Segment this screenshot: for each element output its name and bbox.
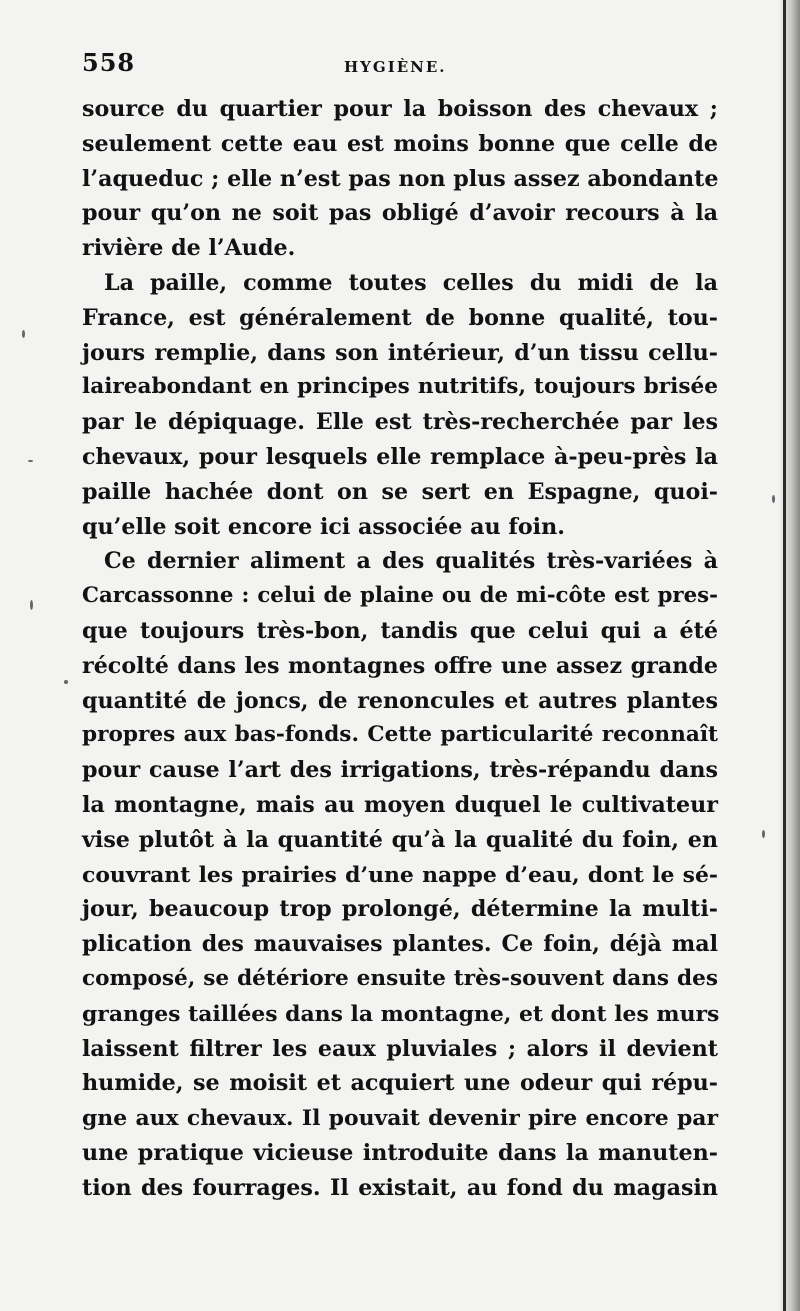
text-line: humide, se moisit et acquiert une odeur qui répu- [82, 1070, 718, 1097]
text-line: seulement cette eau est moins bonne que celle de [82, 130, 718, 157]
text-line: La paille, comme toutes celles du midi de la [104, 269, 718, 296]
paragraph [82, 544, 718, 1205]
scan-speck [30, 600, 33, 610]
text-line: couvrant les prairies d’une nappe d’eau, dont le sé- [82, 861, 718, 888]
scan-speck [64, 680, 68, 684]
text-line: pour qu’on ne soit pas obligé d’avoir recours à la [82, 200, 718, 227]
text-line: vise plutôt à la quantité qu’à la qualité du foin, en [82, 826, 718, 853]
text-line: source du quartier pour la boisson des chevaux ; [82, 96, 718, 122]
text-line: qu’elle soit encore ici associée au foin. [82, 513, 565, 540]
scan-speck [762, 830, 765, 838]
scan-speck [772, 495, 775, 503]
text-line: France, est généralement de bonne qualité, tou- [82, 304, 718, 331]
text-line: quantité de joncs, de renoncules et autres plantes [82, 687, 718, 714]
text-line: tion des fourrages. Il existait, au fond du magasin [82, 1174, 718, 1201]
text-line: granges taillées dans la montagne, et dont les murs [82, 1000, 720, 1027]
paragraph [82, 92, 718, 266]
binding-edge-line [783, 0, 786, 1311]
page-number: 558 [82, 48, 136, 77]
scan-speck [22, 330, 25, 338]
text-line: jour, beaucoup trop prolongé, détermine la multi- [82, 896, 718, 923]
text-line: la montagne, mais au moyen duquel le cultivateur [82, 791, 718, 818]
scan-speck [28, 460, 33, 462]
running-head: HYGIÈNE. [344, 58, 447, 76]
text-line: jours remplie, dans son intérieur, d’un tissu cellu- [82, 339, 718, 366]
text-line: propres aux bas-fonds. Cette particularité reconnaît [82, 722, 718, 748]
text-line: paille hachée dont on se sert en Espagne, quoi- [82, 478, 718, 505]
text-line: chevaux, pour lesquels elle remplace à-peu-près la [82, 443, 718, 470]
text-line: rivière de l’Aude. [82, 235, 296, 262]
binding-shadow [778, 0, 800, 1311]
text-line: composé, se détériore ensuite très-souvent dans des [82, 965, 718, 991]
text-line: une pratique vicieuse introduite dans la manuten- [82, 1139, 718, 1166]
text-line: pour cause l’art des irrigations, très-répandu dans [82, 757, 718, 784]
text-line: Carcassonne : celui de plaine ou de mi-côte est pres- [82, 583, 718, 609]
text-line: gne aux chevaux. Il pouvait devenir pire encore par [82, 1105, 718, 1132]
text-line: Ce dernier aliment a des qualités très-variées à [104, 548, 718, 575]
paragraph [82, 266, 718, 544]
text-line: que toujours très-bon, tandis que celui qui a été [82, 617, 718, 644]
page-header [82, 48, 722, 88]
text-line: plication des mauvaises plantes. Ce foin, déjà mal [82, 931, 718, 958]
body-text [82, 92, 718, 1206]
text-line: récolté dans les montagnes offre une assez grande [82, 652, 718, 679]
text-line: laireabondant en principes nutritifs, toujours brisée [82, 374, 718, 400]
text-line: par le dépiquage. Elle est très-recherchée par les [82, 409, 718, 436]
text-line: l’aqueduc ; elle n’est pas non plus assez abondante [82, 165, 719, 192]
text-line: laissent filtrer les eaux pluviales ; alors il devient [82, 1035, 718, 1062]
